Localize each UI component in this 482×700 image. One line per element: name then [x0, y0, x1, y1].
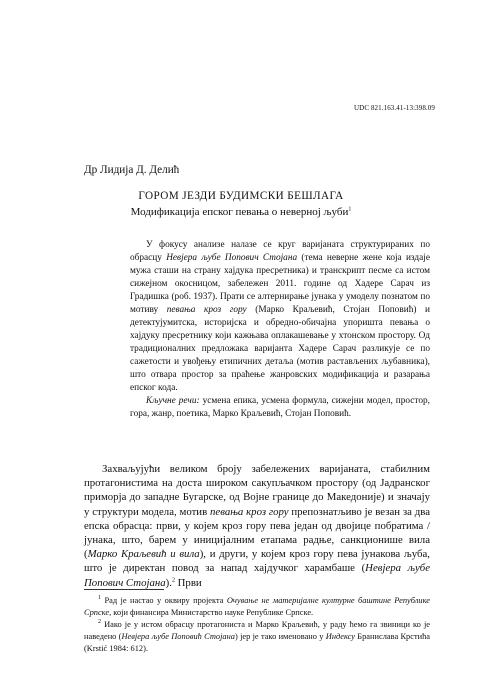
- footnote-1-part-b: , који финансира Министарство науке Републике Српске.: [109, 608, 314, 617]
- body-italic-2: Марко Краљевић и вила: [87, 548, 200, 561]
- body-italic-1: певања кроз гору: [210, 505, 289, 518]
- author-name: Др Лидија Д. Делић: [84, 164, 180, 176]
- body-part-5: Први: [174, 576, 202, 589]
- footnote-divider: [84, 589, 164, 590]
- footnote-2-part-c: Бранислава Крстића (Krstić 1984: 612).: [84, 632, 431, 653]
- footnote-1-part-a: Рад је настао у оквиру пројекта: [101, 596, 227, 605]
- footnote-ref-2[interactable]: 2: [171, 577, 175, 584]
- keywords-text: усмена епика, усмена формула, сижејни модел, простор, гора, жанр, поетика, Марко Краљевић, Стојан Поповић.: [130, 396, 430, 419]
- abstract-italic-1: Невјера љубе Попович Стојана: [166, 253, 298, 263]
- footnote-1-number: 1: [98, 595, 101, 602]
- footnote-2-number: 2: [98, 619, 101, 626]
- body-paragraph: [84, 462, 430, 590]
- article-title: ГОРОМ ЈЕЗДИ БУДИМСКИ БЕШЛАГА: [138, 190, 344, 202]
- abstract-part-1: У фокусу анализе налазе се круг варијаната структурираних по обрасцу: [130, 240, 430, 263]
- abstract-part-3: (Марко Краљевић, Стојан Поповић) и детектујумитска, историјска и обредно-обичајна упоришта певања о хајдуку пресретнику који кажњава оплакашевање у хтонском простору. Од традиционалних предложака варијанта Хадере Сарач разликује се по сажетости и увођењу етипичних детаља (мотив растављених љубавника), што отвара простор за праћење жанровских модификација и разарања епског кода.: [130, 305, 430, 393]
- footnote-1: [84, 595, 430, 619]
- article-subtitle: [0, 206, 482, 218]
- footnotes: [84, 595, 430, 655]
- footnote-2: [84, 619, 430, 655]
- body-text: [84, 462, 430, 590]
- footnote-2-part-a: Иако је у истом обрасцу протагониста и Марко Краљевић, у раду ћемо га звиници ко је наведено (: [84, 620, 430, 641]
- body-part-1: Захваљујући великом броју забележених варијаната, стабилним протагонистима на доста широком сакупљачком простору (од Јадранског приморја до западне Бугарске, од Војне границе до Македоније) и значају у структури модела, мотив: [84, 463, 430, 518]
- subtitle-text: Модификација епског певања о неверној љуби: [130, 206, 349, 218]
- footnote-2-italic-1: Невјера љубе Поповић Стојана: [121, 632, 235, 641]
- abstract-italic-2: певања кроз гору: [166, 305, 247, 315]
- body-italic-3: Невјера љубе Попович Стојана: [84, 562, 430, 589]
- body-part-4: ).: [165, 576, 172, 589]
- footnote-ref-1[interactable]: 1: [348, 206, 352, 213]
- abstract-part-2: (тема неверне жене која издаје мужа сташи на страну хајдука пресретника) и транскрипт песме са истом сижејном окосницом, забележен 2011. године од Хадере Сарач из Градишка (роб. 1937). Прати се алтернирање јунака у умоделу познатом по мотиву: [130, 253, 430, 315]
- keywords: [130, 395, 430, 421]
- body-part-3: ), и други, у којем кроз гору пева јунакова љуба, што је директан повод за напад хајдучког харамбаше (: [84, 548, 431, 575]
- footnote-1-italic: Очување не материјалне културне баштине Републике Српске: [84, 596, 430, 617]
- keywords-label: Кључне речи:: [146, 396, 200, 406]
- abstract-text: [130, 239, 430, 395]
- footnote-2-italic-2: Индексу: [325, 632, 355, 641]
- body-part-2: препознатљиво је везан за два епска обрасца: први, у којем кроз гору пева један од двојице побратима / јунака, што, барем у иницијалним етапама радње, санкционише вила (: [84, 505, 430, 561]
- abstract: [130, 239, 430, 421]
- udc-code: UDC 821.163.41-13:398.09: [354, 104, 435, 112]
- footnote-2-part-b: ) јер је тако именовано у: [234, 632, 326, 641]
